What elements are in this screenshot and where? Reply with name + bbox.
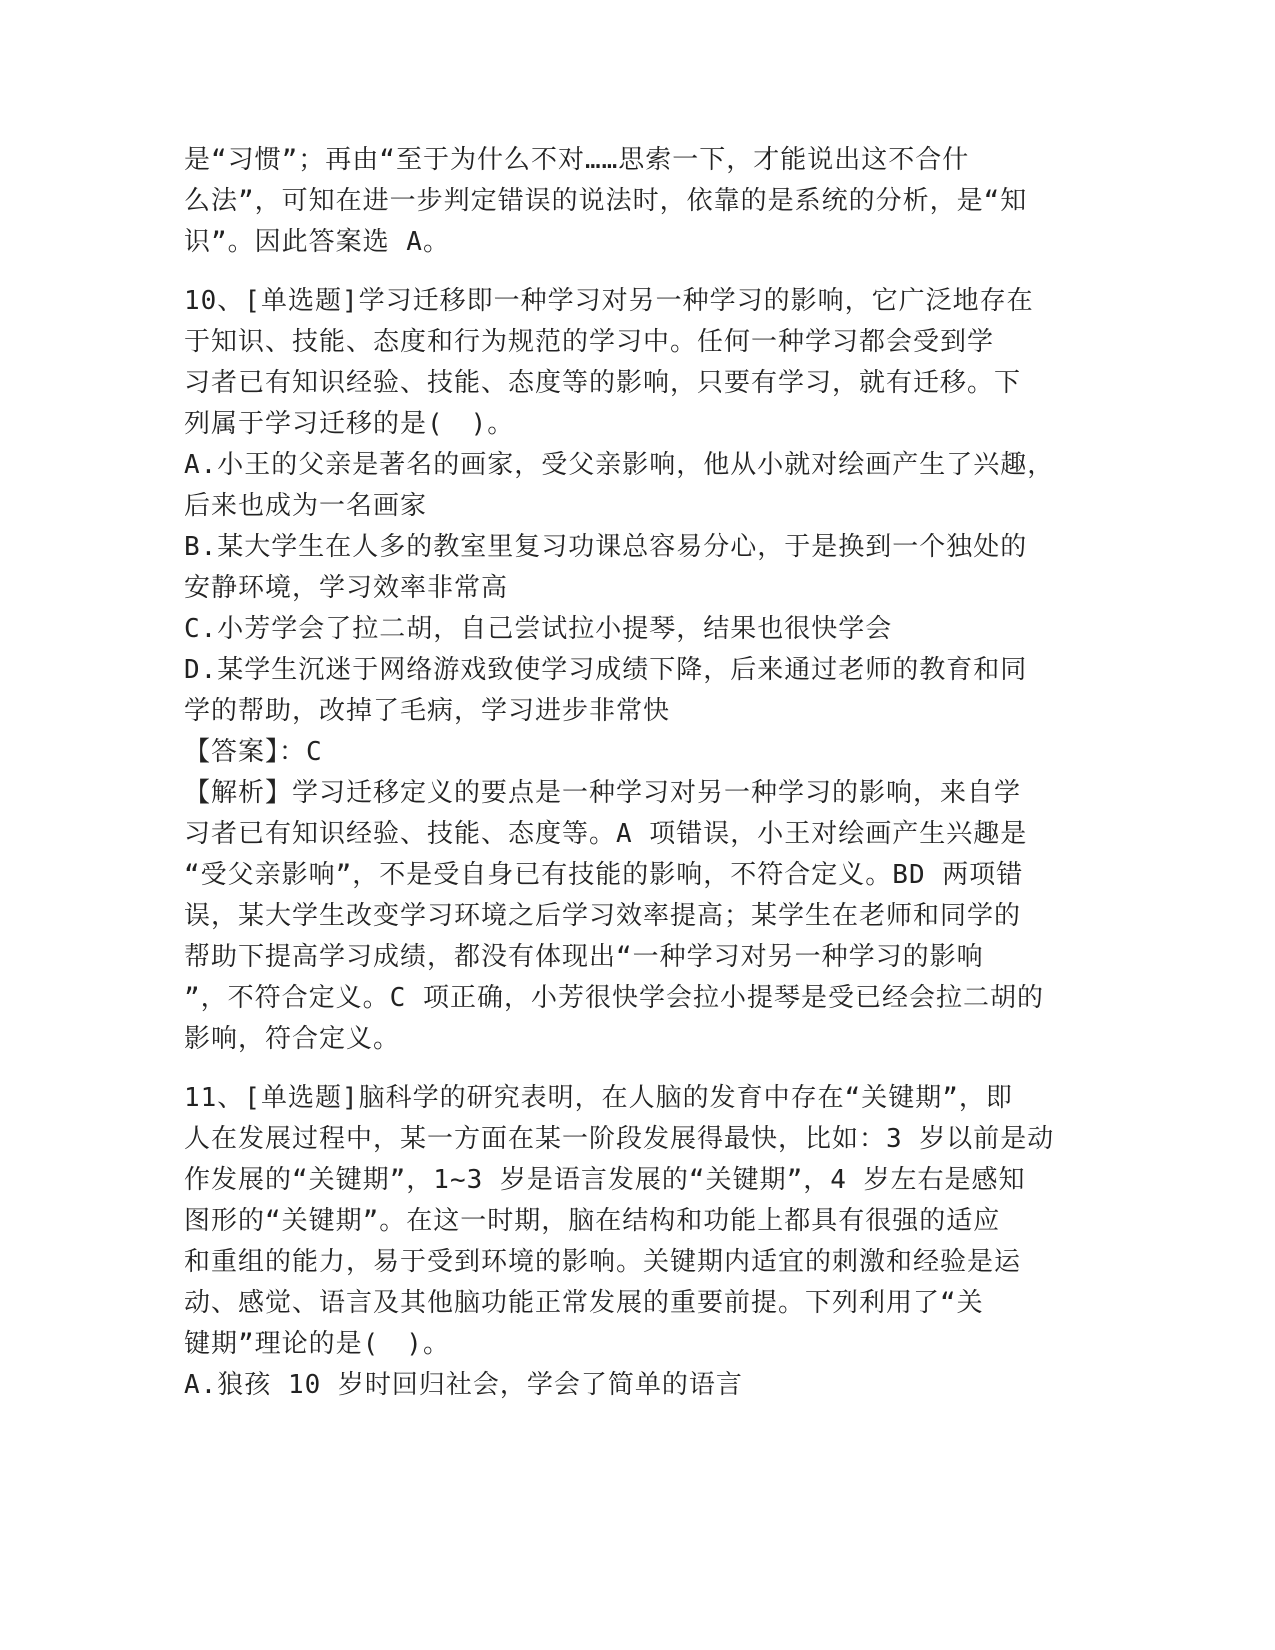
text-line: 是“习惯”；再由“至于为什么不对……思索一下，才能说出这不合什 [184, 145, 970, 175]
section-gap [184, 1060, 1064, 1078]
question-stem [184, 1078, 1064, 1365]
text-line: 影响，符合定义。 [184, 1024, 401, 1054]
option-line: 后来也成为一名画家 [184, 491, 428, 521]
option-line: C.小芳学会了拉二胡，自己尝试拉小提琴，结果也很快学会 [184, 614, 893, 644]
text-line: 么法”，可知在进一步判定错误的说法时，依靠的是系统的分析，是“知 [184, 186, 1028, 216]
text-line: 习者已有知识经验、技能、态度等。A 项错误，小王对绘画产生兴趣是 [184, 819, 1028, 849]
question-options [184, 445, 1064, 732]
page-content [184, 140, 1064, 1406]
answer-line: 【答案】：C [184, 737, 323, 767]
text-line: 【解析】学习迁移定义的要点是一种学习对另一种学习的影响，来自学 [184, 778, 1022, 808]
question-10 [184, 281, 1064, 1060]
option-line: 学的帮助，改掉了毛病，学习进步非常快 [184, 696, 671, 726]
question-11 [184, 1078, 1064, 1406]
section-gap [184, 263, 1064, 281]
text-line: 人在发展过程中，某一方面在某一阶段发展得最快，比如：3 岁以前是动 [184, 1124, 1055, 1154]
analysis [184, 773, 1064, 1060]
text-line: 帮助下提高学习成绩，都没有体现出“一种学习对另一种学习的影响 [184, 942, 984, 972]
text-line: 识”。因此答案选 A。 [184, 227, 450, 257]
text-line: 键期”理论的是( )。 [184, 1329, 450, 1359]
text-line: 作发展的“关键期”，1~3 岁是语言发展的“关键期”，4 岁左右是感知 [184, 1165, 1026, 1195]
text-line: ”，不符合定义。C 项正确，小芳很快学会拉小提琴是受已经会拉二胡的 [184, 983, 1044, 1013]
option-line: D.某学生沉迷于网络游戏致使学习成绩下降，后来通过老师的教育和同 [184, 655, 1028, 685]
previous-explanation [184, 140, 1064, 263]
question-stem [184, 281, 1064, 445]
option-line: A.狼孩 10 岁时回归社会，学会了简单的语言 [184, 1370, 743, 1400]
text-line: 10、[单选题]学习迁移即一种学习对另一种学习的影响，它广泛地存在 [184, 286, 1034, 316]
text-line: “受父亲影响”，不是受自身已有技能的影响，不符合定义。BD 两项错 [184, 860, 1024, 890]
option-line: 安静环境，学习效率非常高 [184, 573, 509, 603]
text-line: 动、感觉、语言及其他脑功能正常发展的重要前提。下列利用了“关 [184, 1288, 984, 1318]
option-line: A.小王的父亲是著名的画家，受父亲影响，他从小就对绘画产生了兴趣， [184, 450, 1055, 480]
text-line: 于知识、技能、态度和行为规范的学习中。任何一种学习都会受到学 [184, 327, 995, 357]
text-line: 列属于学习迁移的是( )。 [184, 409, 515, 439]
text-line: 11、[单选题]脑科学的研究表明，在人脑的发育中存在“关键期”，即 [184, 1083, 1013, 1113]
question-options [184, 1365, 1064, 1406]
text-line: 和重组的能力，易于受到环境的影响。关键期内适宜的刺激和经验是运 [184, 1247, 1022, 1277]
text-line: 习者已有知识经验、技能、态度等的影响，只要有学习，就有迁移。下 [184, 368, 1022, 398]
option-line: B.某大学生在人多的教室里复习功课总容易分心，于是换到一个独处的 [184, 532, 1028, 562]
text-line: 误，某大学生改变学习环境之后学习效率提高；某学生在老师和同学的 [184, 901, 1022, 931]
text-line: 图形的“关键期”。在这一时期，脑在结构和功能上都具有很强的适应 [184, 1206, 1001, 1236]
